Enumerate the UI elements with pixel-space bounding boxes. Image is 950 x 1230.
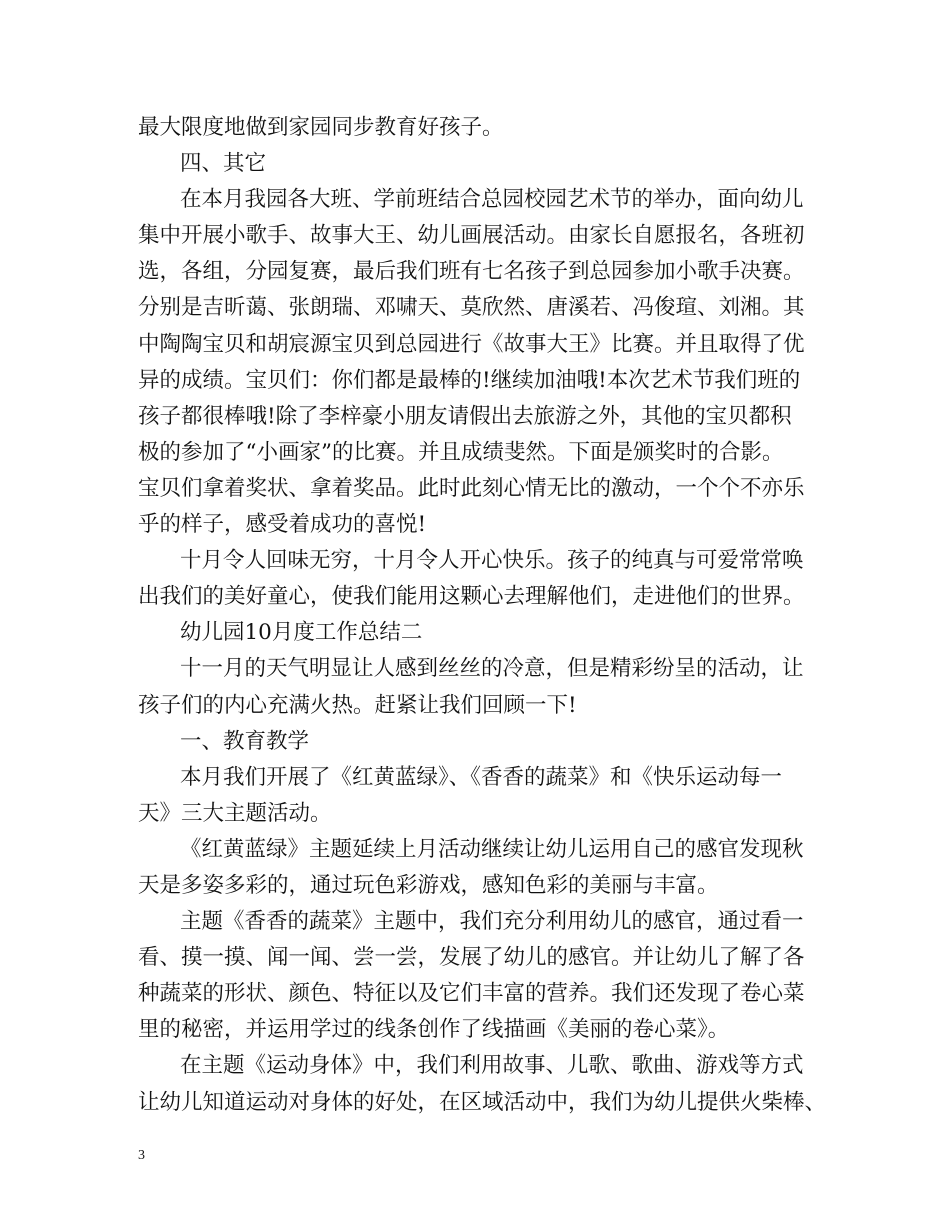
text-line: 里的秘密，并运用学过的线条创作了线描画《美丽的卷心菜》。 <box>138 1017 730 1043</box>
text-line: 中陶陶宝贝和胡宸源宝贝到总园进行《故事大王》比赛。并且取得了优 <box>138 331 805 357</box>
text-line: 最大限度地做到家园同步教育好孩子。 <box>138 115 504 140</box>
text-line: 孩子们的内心充满火热。赶紧让我们回顾一下! <box>138 692 577 718</box>
text-line: 《红黄蓝绿》主题延续上月活动继续让幼儿运用自己的感官发现秋 <box>180 836 804 862</box>
text-line: 宝贝们拿着奖状、拿着奖品。此时此刻心情无比的激动，一个个不亦乐 <box>138 475 805 501</box>
page-number: 3 <box>138 1148 145 1163</box>
section-title-summary-two: 幼儿园10月度工作总结二 <box>180 620 423 646</box>
text-line: 分别是吉昕蔼、张朗瑞、邓啸天、莫欣然、唐溪若、冯俊瑄、刘湘。其 <box>138 295 805 321</box>
text-line: 种蔬菜的形状、颜色、特征以及它们丰富的营养。我们还发现了卷心菜 <box>138 981 805 1007</box>
text-line: 出我们的美好童心，使我们能用这颗心去理解他们，走进他们的世界。 <box>138 584 805 610</box>
text-line: 十月令人回味无穷，十月令人开心快乐。孩子的纯真与可爱常常唤 <box>180 548 804 574</box>
document-body <box>138 110 827 1121</box>
text-line: 集中开展小歌手、故事大王、幼儿画展活动。由家长自愿报名，各班初 <box>138 223 805 249</box>
text-line: 天是多姿多彩的，通过玩色彩游戏，感知色彩的美丽与丰富。 <box>138 872 719 898</box>
text-line: 本月我们开展了《红黄蓝绿》、《香香的蔬菜》和《快乐运动每一 <box>180 764 783 790</box>
text-line: 在本月我园各大班、学前班结合总园校园艺术节的举办，面向幼儿 <box>180 187 804 213</box>
text-line: 在主题《运动身体》中，我们利用故事、儿歌、歌曲、游戏等方式 <box>180 1053 804 1079</box>
text-line: 让幼儿知道运动对身体的好处，在区域活动中，我们为幼儿提供火柴棒、 <box>138 1089 827 1115</box>
section-heading-teaching: 一、教育教学 <box>180 728 310 754</box>
text-line: 天》三大主题活动。 <box>138 800 332 826</box>
section-heading-other: 四、其它 <box>180 151 267 177</box>
text-line: 乎的样子，感受着成功的喜悦! <box>138 512 427 538</box>
text-line: 选，各组，分园复赛，最后我们班有七名孩子到总园参加小歌手决赛。 <box>138 259 805 285</box>
text-line: 十一月的天气明显让人感到丝丝的冷意，但是精彩纷呈的活动，让 <box>180 656 804 682</box>
text-line: 极的参加了“小画家”的比赛。并且成绩斐然。下面是颁奖时的合影。 <box>138 439 784 465</box>
text-line: 看、摸一摸、闻一闻、尝一尝，发展了幼儿的感官。并让幼儿了解了各 <box>138 945 805 971</box>
text-line: 主题《香香的蔬菜》主题中，我们充分利用幼儿的感官，通过看一 <box>180 909 804 935</box>
text-line: 孩子都很棒哦!除了李梓豪小朋友请假出去旅游之外，其他的宝贝都积 <box>138 403 792 429</box>
text-line: 异的成绩。宝贝们：你们都是最棒的!继续加油哦!本次艺术节我们班的 <box>138 367 801 393</box>
